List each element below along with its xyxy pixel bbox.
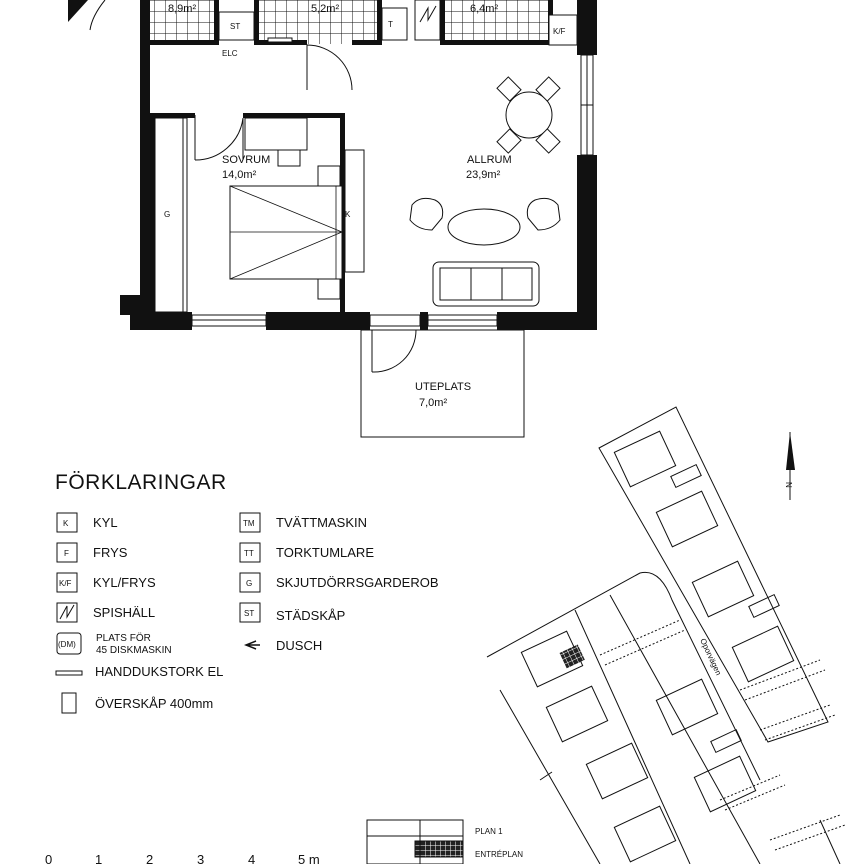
legend-label-kylfrys: KYL/FRYS [93,575,156,590]
living-room-area: 23,9m² [466,169,501,181]
legend-left-column [56,513,223,713]
nightstand-top [318,166,340,186]
coffee-table [448,209,520,245]
house-7 [614,806,675,862]
bathroom-area: 5,2m² [311,3,340,15]
legend-label-frys: FRYS [93,545,128,560]
desk [245,118,307,150]
patio-area: 7,0m² [419,397,448,409]
legend-label-kyl: KYL [93,515,118,530]
shed-2 [749,595,779,618]
legend-code-kyl: K [63,519,69,528]
entrance-door-swing [90,0,105,30]
dryer-box [382,8,407,40]
house-4 [732,626,793,682]
scale-bar [45,852,320,864]
parking-row-3 [760,705,835,740]
bedroom-area: 14,0m² [222,169,257,181]
road-edge [575,595,840,864]
shower-icon [246,641,260,649]
legend-symbol-handdukstork [56,671,82,675]
section-plan1: PLAN 1 [475,827,503,836]
legend-label-tvattmaskin: TVÄTTMASKIN [276,515,368,530]
legend-label-dusch: DUSCH [276,638,323,653]
nightstand-bottom [318,279,340,299]
house-3 [692,561,753,617]
house-6 [586,743,647,799]
legend-label-diskmaskin-2: 45 DISKMASKIN [96,645,172,656]
legend-code-torktumlare: TT [244,549,254,558]
legend-code-frys: F [64,549,69,558]
section-diagram [367,820,463,864]
scale-tick-2: 2 [146,852,154,864]
bathroom-door [307,45,352,90]
legend-code-diskmaskin: (DM) [58,640,76,649]
house-8 [656,679,717,735]
house-2 [656,491,717,547]
fridge-freezer-symbol: K/F [553,27,566,36]
hall-area: 8,9m² [168,3,197,15]
scale-tick-1: 1 [95,852,103,864]
entrance-arrow [68,0,88,22]
elc-symbol: ELC [222,49,238,58]
patio-name: UTEPLATS [415,381,472,393]
scale-tick-4: 4 [248,852,256,864]
legend-label-spishall: SPISHÄLL [93,605,156,620]
stadskap-symbol: ST [230,22,241,31]
legend-code-stadskap: ST [244,609,255,618]
kitchen-area: 6,4m² [470,3,499,15]
north-label: N [784,482,793,488]
legend-label-overskap: ÖVERSKÅP 400mm [95,696,214,711]
parking-row-5 [770,815,845,850]
house-9 [694,756,755,812]
house-5 [546,686,607,742]
towel-rail [268,38,292,42]
scale-tick-5: 5 m [298,852,320,864]
legend-code-kylfrys: K/F [59,579,72,588]
highlighted-unit [560,645,585,669]
legend-label-torktumlare: TORKTUMLARE [276,545,374,560]
scale-tick-3: 3 [197,852,205,864]
dining-set [497,77,560,153]
double-bed [230,186,342,279]
legend-label-handdukstork: HANDDUKSTORK EL [95,664,224,679]
legend-code-garderob: G [246,579,253,588]
patio-door [372,330,416,372]
north-arrow [784,432,795,500]
bedroom-name: SOVRUM [222,154,271,166]
site-boundary-right [599,407,828,742]
dryer-symbol: T [388,20,393,29]
wardrobe [155,118,187,312]
living-room-name: ALLRUM [467,154,512,166]
legend-right-column [240,513,439,653]
legend-code-tvattmaskin: TM [243,519,255,528]
legend-label-stadskap: STÄDSKÅP [276,608,346,623]
section-entreplan: ENTRÉPLAN [475,850,524,859]
site-map [487,407,845,864]
wardrobe-symbol: G [164,210,171,219]
legend-symbol-overskap [62,693,76,713]
house-1 [614,431,675,487]
shed-1 [671,465,701,488]
legend-label-garderob: SKJUTDÖRRSGARDEROB [276,575,439,590]
legend-label-diskmaskin-1: PLATS FÖR [96,633,151,644]
bedroom-k-symbol: K [345,210,351,219]
parking-row-1 [600,620,685,665]
scale-tick-0: 0 [45,852,53,864]
road-label: Oporvägen [698,637,724,677]
armchair-left [410,198,443,230]
legend-title: FÖRKLARINGAR [55,471,227,494]
armchair-right [527,198,560,230]
sofa [433,262,539,306]
desk-chair [278,150,300,166]
